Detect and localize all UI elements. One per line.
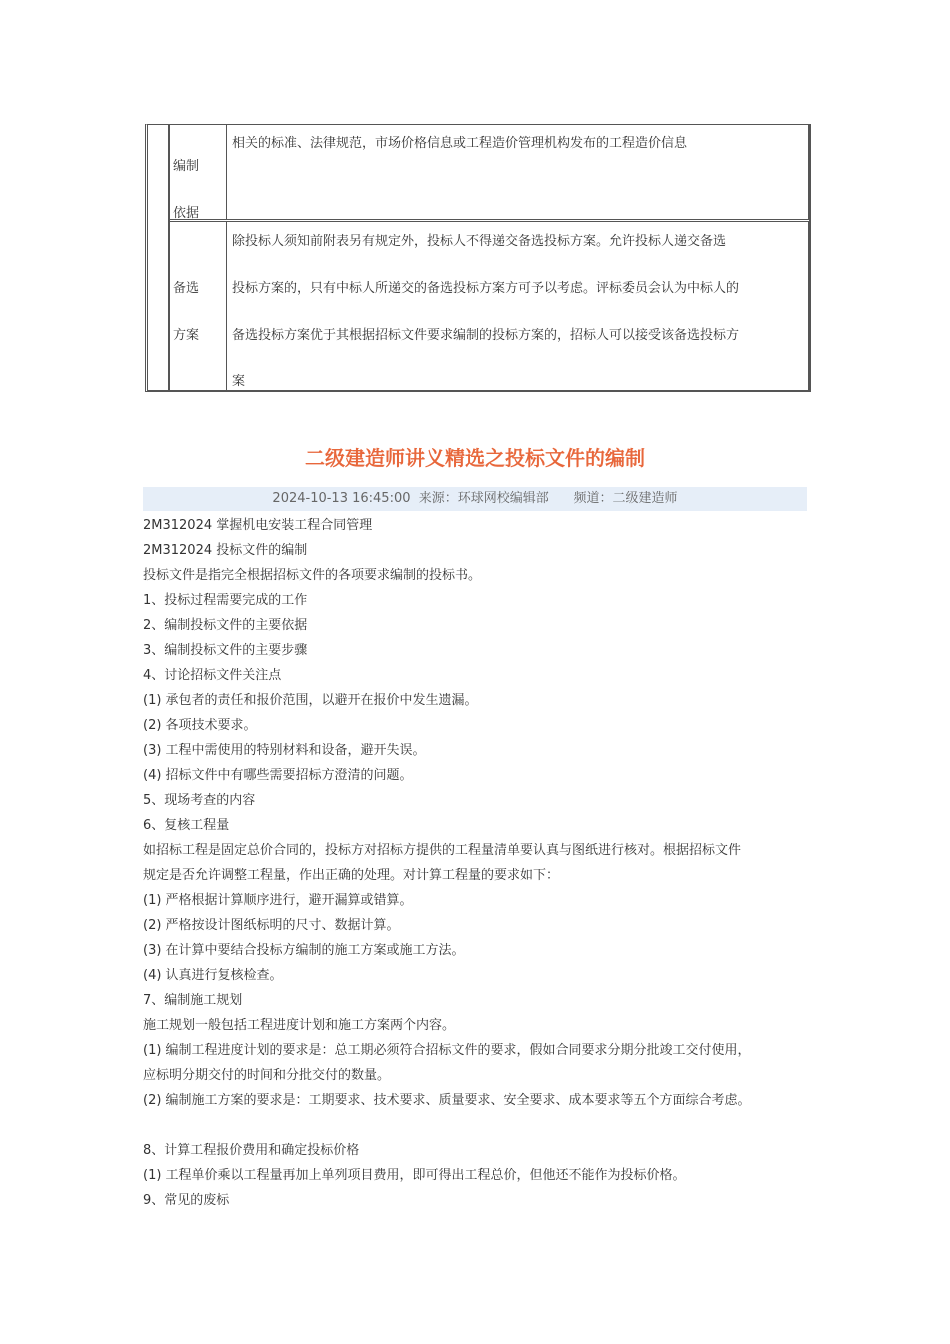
row-text-line: 投标方案的，只有中标人所递交的备选投标方案方可予以考虑。评标委员会认为中标人的 xyxy=(232,281,740,296)
row-label-cell xyxy=(170,125,227,219)
row-label-line: 编制 xyxy=(173,159,200,174)
row-text-cell xyxy=(230,125,809,219)
article-line: (2) 严格按设计图纸标明的尺寸、数据计算。 xyxy=(143,918,400,933)
row-label-line: 依据 xyxy=(173,206,200,221)
row-text-line: 备选投标方案优于其根据招标文件要求编制的投标方案的，招标人可以接受该备选投标方 xyxy=(232,328,740,343)
criteria-table xyxy=(145,124,811,392)
article-line: 4、讨论招标文件关注点 xyxy=(143,668,282,683)
article-line: 施工规划一般包括工程进度计划和施工方案两个内容。 xyxy=(143,1018,456,1033)
article-line: 8、计算工程报价费用和确定投标价格 xyxy=(143,1143,360,1158)
article-line: (3) 工程中需使用的特别材料和设备，避开失误。 xyxy=(143,743,426,758)
article-line: 5、现场考查的内容 xyxy=(143,793,256,808)
article-line: 应标明分期交付的时间和分批交付的数量。 xyxy=(143,1068,391,1083)
article-line: (4) 招标文件中有哪些需要招标方澄清的问题。 xyxy=(143,768,413,783)
row-label-line: 方案 xyxy=(173,328,200,343)
article-line: (4) 认真进行复核检查。 xyxy=(143,968,283,983)
article-line: (1) 承包者的责任和报价范围，以避开在报价中发生遗漏。 xyxy=(143,693,478,708)
article-line: 9、常见的废标 xyxy=(143,1193,230,1208)
article-blank-line xyxy=(143,1113,813,1138)
article-line: 2M312024 掌握机电安装工程合同管理 xyxy=(143,518,373,533)
article-line: 如招标工程是固定总价合同的，投标方对招标方提供的工程量清单要认真与图纸进行核对。根据招标文件 xyxy=(143,843,742,858)
article-line: 7、编制施工规划 xyxy=(143,993,243,1008)
table-row xyxy=(170,222,809,390)
article-line: (1) 工程单价乘以工程量再加上单列项目费用，即可得出工程总价，但他还不能作为投标价格。 xyxy=(143,1168,686,1183)
article-line: 2M312024 投标文件的编制 xyxy=(143,543,308,558)
row-label-line: 备选 xyxy=(173,281,200,296)
row-label-cell xyxy=(170,222,227,390)
article-line: (2) 各项技术要求。 xyxy=(143,718,257,733)
row-text-line: 除投标人须知前附表另有规定外，投标人不得递交备选投标方案。允许投标人递交备选 xyxy=(232,234,727,249)
article-line: 投标文件是指完全根据招标文件的各项要求编制的投标书。 xyxy=(143,568,482,583)
article-meta: 2024-10-13 16:45:00 来源：环球网校编辑部 频道：二级建造师 xyxy=(143,487,807,511)
article-line: 6、复核工程量 xyxy=(143,818,230,833)
article-line: (1) 严格根据计算顺序进行，避开漏算或错算。 xyxy=(143,893,413,908)
row-text-line: 相关的标准、法律规范，市场价格信息或工程造价管理机构发布的工程造价信息 xyxy=(232,136,688,151)
article-line: (2) 编制施工方案的要求是：工期要求、技术要求、质量要求、安全要求、成本要求等五个方面综合考虑。 xyxy=(143,1093,751,1108)
article-line: 2、编制投标文件的主要依据 xyxy=(143,618,308,633)
article-line: 3、编制投标文件的主要步骤 xyxy=(143,643,308,658)
article-title: 二级建造师讲义精选之投标文件的编制 xyxy=(305,446,645,470)
article-content xyxy=(143,513,813,1213)
article-line: 1、投标过程需要完成的工作 xyxy=(143,593,308,608)
article-line: (3) 在计算中要结合投标方编制的施工方案或施工方法。 xyxy=(143,943,465,958)
row-text-cell xyxy=(230,222,809,390)
table-row xyxy=(170,125,809,222)
criteria-table-body xyxy=(168,125,809,390)
article-line: (1) 编制工程进度计划的要求是：总工期必须符合招标文件的要求，假如合同要求分期分批竣工交付使用， xyxy=(143,1043,751,1058)
row-text-line: 案 xyxy=(232,374,246,389)
article-line: 规定是否允许调整工程量，作出正确的处理。对计算工程量的要求如下： xyxy=(143,868,560,883)
